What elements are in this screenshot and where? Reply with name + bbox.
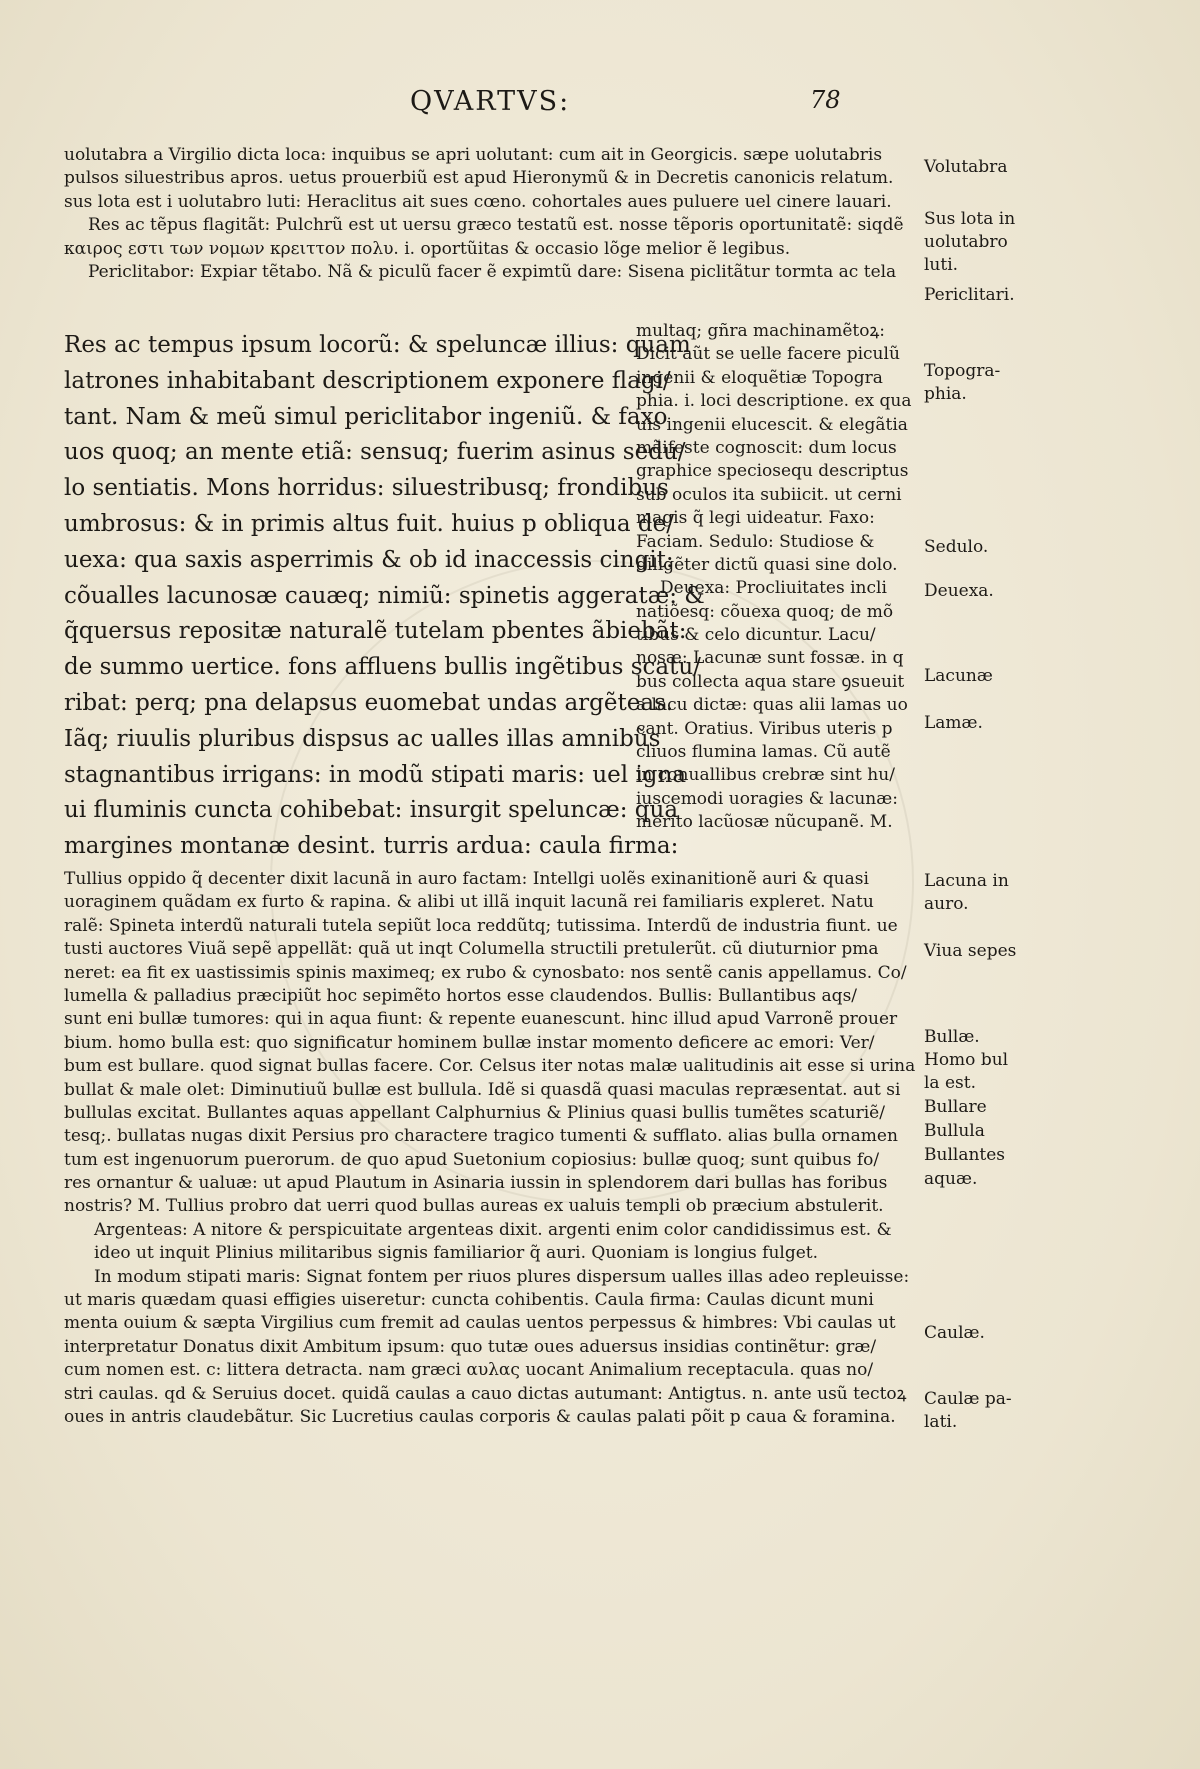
commentary-line: multaq; gñra machinamẽtoꝝ: [636,321,886,341]
marginal-note: Lacunæ [924,666,993,686]
marginal-note: Lacuna in [924,871,1009,891]
marginal-note: Bullæ. [924,1027,980,1047]
commentary-line: Faciam. Sedulo: Studiose & [636,531,875,552]
commentary-line: bum est bullare. quod signat bullas facere. Cor. Celsus iter notas malæ ualitudinis ait esse si urina [64,1056,916,1077]
marginal-note: aquæ. [924,1169,978,1189]
main-text-line: Iãq; riuulis pluribus dispsus ac ualles illas amnibũs [64,725,661,752]
commentary-line: ideo ut inquit Plinius militaribus signis familiarior q̃ auri. Quoniam is longius fulget. [94,1243,819,1264]
main-text-line: ui fluminis cuncta cohibebat: insurgit speluncæ: qua [64,797,679,824]
commentary-line: natiõesq: cõuexa quoq; de mõ [636,601,894,622]
marginal-note: Caulæ pa- [924,1389,1012,1409]
marginal-note: Sedulo. [924,537,989,557]
commentary-line: Tullius oppido q̃ decenter dixit lacunã in auro factam: Intellgi uolẽs exinanitionẽ auri & quasi [64,869,869,889]
commentary-line: merito lacũosæ nũcupanẽ. M. [636,812,893,833]
commentary-line: sus lota est i uolutabro luti: Heraclitus ait sues cœno. cohortales aues puluere uel cinere lauari. [64,191,892,212]
marginal-note: auro. [924,894,969,914]
marginal-note: Topogra- [924,361,1001,381]
main-text-line: lo sentiatis. Mons horridus: siluestribusq; frondibus [64,475,669,502]
commentary-line: Periclitabor: Expiar tẽtabo. Nã & piculũ facer ẽ expimtũ dare: Sisena piclitãtur tormta ac tela [88,261,897,282]
commentary-bottom [64,868,916,1429]
commentary-line: diligẽter dictũ quasi sine dolo. [636,554,898,575]
commentary-line: in conuallibus crebræ sint hu/ [636,765,895,786]
commentary-line: iuscemodi uoragies & lacunæ: [636,788,898,809]
marginal-note: Caulæ. [924,1323,985,1343]
marginal-note: lati. [924,1412,958,1432]
main-text-line: uexa: qua saxis asperrimis & ob id inaccessis cingit: [64,546,674,573]
main-text-line: de summo uertice. fons affluens bullis ingẽtibus scatu/ [64,654,701,681]
marginal-note: uolutabro [924,232,1008,252]
commentary-line: Argenteas: A nitore & perspicuitate argenteas dixit. argenti enim color candidissimus est. & [94,1219,892,1240]
commentary-line: tesq;. bullatas nugas dixit Persius pro charactere tragico tumenti & sufflato. alias bulla ornamen [64,1126,898,1147]
commentary-line: stri caulas. qd & Seruius docet. quidã caulas a cauo dictas autumant: Antigtus. n. ante usũ tectoꝝ [64,1383,907,1404]
commentary-line: neret: ea fit ex uastissimis spinis maximeq; ex rubo & cynosbato: nos sentẽ canis appellamus. Co/ [64,962,907,983]
commentary-line: ingenii & eloquẽtiæ Topogra [636,367,883,388]
marginal-note: Sus lota in [924,209,1016,229]
main-text-line: margines montanæ desint. turris ardua: caula firma: [64,833,679,860]
running-head: QVARTVS: [410,86,571,117]
commentary-line: mãifeste cognoscit: dum locus [636,437,897,458]
main-text-line: uos quoq; an mente etiã: sensuq; fuerim asinus sedu/ [64,439,686,466]
commentary-line: καιρος εστι των νομων κρειττον πολυ. i. oportũitas & occasio lõge melior ẽ legibus. [64,238,791,259]
commentary-line: sunt eni bullæ tumores: qui in aqua fiunt: & repente euanescunt. hinc illud apud Varronẽ prouer [64,1009,898,1030]
folio-number: 78 [810,86,841,114]
marginal-note: Homo bul [924,1050,1009,1070]
commentary-side [636,320,912,835]
commentary-line: graphice speciosequ descriptus [636,461,909,482]
commentary-line: a lacu dictæ: quas alii lamas uo [636,695,908,716]
commentary-line: pulsos siluestribus apros. uetus prouerbiũ est apud Hieronymũ & in Decretis canonicis relatum. [64,168,894,189]
commentary-line: oues in antris claudebãtur. Sic Lucretius caulas corporis & caulas palati põit p caua & foramina. [64,1406,896,1427]
commentary-line: Deuexa: Procliuitates incli [660,578,887,599]
commentary-line: tum est ingenuorum puerorum. de quo apud Suetonium copiosius: bullæ quoq; sunt quibus fo/ [64,1149,880,1170]
commentary-line: magis q̃ legi uideatur. Faxo: [636,508,875,529]
commentary-line: res ornantur & ualuæ: ut apud Plautum in Asinaria iussin in splendorem dari bullas has foribus [64,1173,888,1194]
commentary-line: uolutabra a Virgilio dicta loca: inquibus se apri uolutant: cum ait in Georgicis. sæpe uolutabris [64,145,883,165]
commentary-line: In modum stipati maris: Signat fontem per riuos plures dispersum ualles illas adeo repleuisse: [94,1266,910,1287]
commentary-line: tusti auctores Viuã sepẽ appellãt: quã ut inqt Columella structili pretulerũt. cũ diuturnior pma [64,939,879,960]
marginal-notes [924,0,1044,1769]
marginal-note: Bullare [924,1097,987,1117]
main-text-block [64,328,705,865]
commentary-line: uoraginem quãdam ex furto & rapina. & alibi ut illã inquit lacunã rei familiaris expleret. Natu [64,892,874,913]
commentary-line: ralẽ: Spineta interdũ naturali tutela sepiũt loca reddũtq; tutissima. Interdũ de industria fiunt. ue [64,915,898,936]
main-text-line: ribat: perq; pna delapsus euomebat undas argẽteas. [64,689,674,716]
commentary-line: Dicit aũt se uelle facere piculũ [636,344,900,365]
marginal-note: Viua sepes [924,941,1017,961]
commentary-line: bium. homo bulla est: quo significatur hominem bullæ instar momento deficere ac emori: Ver/ [64,1032,875,1053]
commentary-line: ut maris quædam quasi effigies uiseretur: cuncta cohibentis. Caula firma: Caulas dicunt muni [64,1290,874,1311]
main-text-line: tant. Nam & meũ simul periclitabor ingeniũ. & faxo [64,403,668,430]
marginal-note: Volutabra [924,157,1008,177]
main-text-line: cõualles lacunosæ cauæq; nimiũ: spinetis aggeratæ: & [64,582,705,609]
page-header [410,86,870,126]
commentary-line: cliuos flumina lamas. Cũ autẽ [636,742,891,763]
marginal-note: Bullula [924,1121,985,1141]
commentary-line: menta ouium & sæpta Virgilius cum fremit ad caulas uentos perpessus & himbres: Vbi caulas ut [64,1313,896,1334]
marginal-note: Deuexa. [924,581,994,601]
commentary-line: cant. Oratius. Viribus uteris p [636,718,893,739]
main-text-line: q̃quersus repositæ naturalẽ tutelam pbentes ãbiebãt: [64,618,687,645]
commentary-line: nosæ: Lacunæ sunt fossæ. in q [636,648,904,669]
marginal-note: la est. [924,1073,976,1093]
commentary-line: interpretatur Donatus dixit Ambitum ipsum: quo tutæ oues aduersus insidias continẽtur: græ/ [64,1336,877,1357]
commentary-line: bullat & male olet: Diminutiuũ bullæ est bullula. Idẽ si quasdã quasi maculas repræsentat. aut si [64,1079,901,1100]
marginal-note: Periclitari. [924,285,1015,305]
commentary-line: lumella & palladius præcipiũt hoc sepimẽto hortos esse claudendos. Bullis: Bullantibus aqs/ [64,985,858,1006]
commentary-line: bullulas excitat. Bullantes aquas appellant Calphurnius & Plinius quasi bullis tumẽtes scaturiẽ/ [64,1102,885,1123]
main-text-line: latrones inhabitabant descriptionem exponere flagi/ [64,367,671,394]
commentary-line: bus collecta aqua stare ꝯsueuit [636,671,905,692]
marginal-note: phia. [924,384,967,404]
commentary-line: sub oculos ita subiicit. ut cerni [636,484,902,505]
main-text-line: Res ac tempus ipsum locorũ: & speluncæ illius: quam [64,332,691,358]
commentary-line: uis ingenii elucescit. & elegãtia [636,414,908,435]
marginal-note: Bullantes [924,1145,1006,1165]
commentary-line: phia. i. loci descriptione. ex qua [636,391,912,412]
main-text-line: umbrosus: & in primis altus fuit. huius p obliqua de/ [64,510,674,537]
commentary-line: cum nomen est. c: littera detracta. nam græci αυλας uocant Animalium receptacula. quas no/ [64,1360,874,1381]
commentary-top [64,144,912,284]
main-text-line: stagnantibus irrigans: in modũ stipati maris: uel igna [64,761,687,788]
marginal-note: luti. [924,255,959,275]
commentary-line: Res ac tẽpus flagitãt: Pulchrũ est ut uersu græco testatũ est. nosse tẽporis oportunitatẽ: siqdẽ [88,215,904,236]
commentary-line: tibus & celo dicuntur. Lacu/ [636,625,876,646]
commentary-line: nostris? M. Tullius probro dat uerri quod bullas aureas ex ualuis templi ob præcium abstulerit. [64,1196,884,1217]
marginal-note: Lamæ. [924,713,983,733]
